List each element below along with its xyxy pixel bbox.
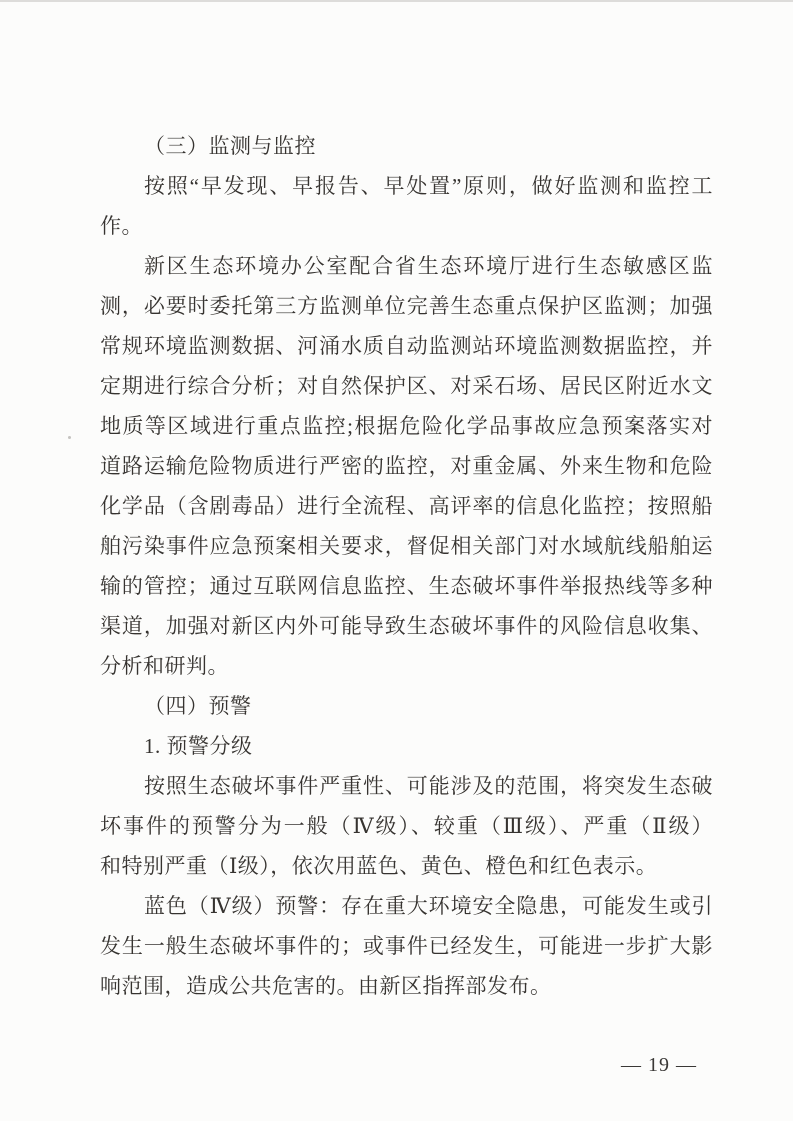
body-text-line: 测，必要时委托第三方监测单位完善生态重点保护区监测；加强 [100, 294, 713, 318]
scan-speck-artifact [68, 436, 71, 439]
page-number: — 19 — [621, 1054, 697, 1076]
section-heading-monitoring: （三）监测与监控 [144, 134, 316, 158]
body-text-line: 作。 [100, 214, 143, 238]
body-text-line: 蓝色（Ⅳ级）预警：存在重大环境安全隐患，可能发生或引 [144, 894, 713, 918]
body-text-line: 道路运输危险物质进行严密的监控，对重金属、外来生物和危险 [100, 454, 713, 478]
body-text-line: 按照生态破坏事件严重性、可能涉及的范围，将突发生态破 [144, 774, 713, 798]
body-text-line: 发生一般生态破坏事件的；或事件已经发生，可能进一步扩大影 [100, 934, 713, 958]
body-text-line: 新区生态环境办公室配合省生态环境厅进行生态敏感区监 [144, 254, 713, 278]
body-text-line: 化学品（含剧毒品）进行全流程、高评率的信息化监控；按照船 [100, 494, 713, 518]
section-heading-warning: （四）预警 [144, 694, 252, 718]
body-text-line: 响范围，造成公共危害的。由新区指挥部发布。 [100, 974, 552, 998]
body-text-line: 输的管控；通过互联网信息监控、生态破坏事件举报热线等多种 [100, 574, 713, 598]
body-text-line: 按照“早发现、早报告、早处置”原则，做好监测和监控工 [144, 174, 713, 198]
scan-edge-artifact [0, 0, 793, 2]
body-text-line: 分析和研判。 [100, 654, 229, 678]
body-text-line: 坏事件的预警分为一般（Ⅳ级）、较重（Ⅲ级）、严重（Ⅱ级） [100, 814, 713, 838]
body-text-line: 渠道，加强对新区内外可能导致生态破坏事件的风险信息收集、 [100, 614, 713, 638]
subsection-heading-warning-levels: 1. 预警分级 [144, 734, 253, 758]
body-text-line: 常规环境监测数据、河涌水质自动监测站环境监测数据监控，并 [100, 334, 713, 358]
document-body [100, 126, 713, 1006]
body-text-line: 定期进行综合分析；对自然保护区、对采石场、居民区附近水文 [100, 374, 713, 398]
body-text-line: 地质等区域进行重点监控;根据危险化学品事故应急预案落实对 [100, 414, 713, 438]
body-text-line: 舶污染事件应急预案相关要求，督促相关部门对水域航线船舶运 [100, 534, 713, 558]
body-text-line: 和特别严重（Ⅰ级），依次用蓝色、黄色、橙色和红色表示。 [100, 854, 658, 878]
